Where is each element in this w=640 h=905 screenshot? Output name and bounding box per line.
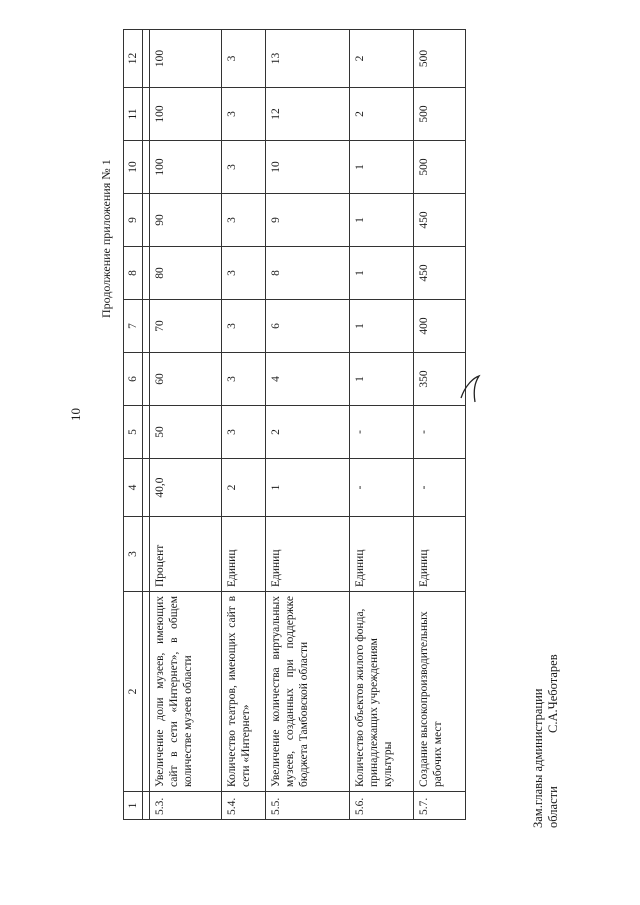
value-cell: - <box>414 459 466 517</box>
value-cell: 1 <box>350 353 414 406</box>
indicator-name: Увеличение количества виртуальных музеев, созданных при поддержке бюджета Тамбовской области <box>266 592 350 792</box>
value-cell: 1 <box>266 459 350 517</box>
value-cell: 350 <box>414 353 466 406</box>
value-cell: 100 <box>150 141 222 194</box>
indicator-name: Количество театров, имеющих сайт в сети «Интернет» <box>222 592 266 792</box>
value-cell: 2 <box>350 30 414 88</box>
unit-cell: Единиц <box>414 517 466 592</box>
row-number: 5.7. <box>414 792 466 820</box>
value-cell: 10 <box>266 141 350 194</box>
column-header: 6 <box>124 353 143 406</box>
value-cell: 100 <box>150 88 222 141</box>
value-cell: 1 <box>350 300 414 353</box>
row-number: 5.5. <box>266 792 350 820</box>
indicator-name: Увеличение доли музеев, имеющих сайт в сети «Интернет», в общем количестве музеев области <box>150 592 222 792</box>
value-cell: 80 <box>150 247 222 300</box>
handwritten-mark <box>455 368 495 408</box>
table-row <box>266 30 350 820</box>
value-cell: 3 <box>222 353 266 406</box>
value-cell: 13 <box>266 30 350 88</box>
column-header-row <box>124 30 143 820</box>
value-cell: 1 <box>350 141 414 194</box>
value-cell: 500 <box>414 30 466 88</box>
column-header: 1 <box>124 792 143 820</box>
value-cell: 2 <box>350 88 414 141</box>
column-header: 7 <box>124 300 143 353</box>
value-cell: 1 <box>350 194 414 247</box>
value-cell: 40,0 <box>150 459 222 517</box>
value-cell: 6 <box>266 300 350 353</box>
value-cell: 3 <box>222 194 266 247</box>
value-cell: - <box>414 406 466 459</box>
unit-cell: Единиц <box>266 517 350 592</box>
value-cell: 60 <box>150 353 222 406</box>
value-cell: 90 <box>150 194 222 247</box>
table-row <box>350 30 414 820</box>
column-header: 4 <box>124 459 143 517</box>
value-cell: 4 <box>266 353 350 406</box>
column-header: 2 <box>124 592 143 792</box>
signature-line-1: Зам.главы администрации <box>531 688 545 828</box>
indicator-table <box>123 29 466 820</box>
indicator-table-wrapper <box>123 30 466 820</box>
row-number: 5.3. <box>150 792 222 820</box>
value-cell: 3 <box>222 247 266 300</box>
value-cell: 450 <box>414 247 466 300</box>
table-row <box>150 30 222 820</box>
value-cell: 100 <box>150 30 222 88</box>
spacer-row <box>143 30 150 820</box>
value-cell: 500 <box>414 141 466 194</box>
indicator-name: Количество объектов жилого фонда, принадлежащих учреждениям культуры <box>350 592 414 792</box>
table-row <box>222 30 266 820</box>
value-cell: 2 <box>266 406 350 459</box>
value-cell: - <box>350 459 414 517</box>
continuation-title: Продолжение приложения № 1 <box>99 159 113 318</box>
value-cell: 50 <box>150 406 222 459</box>
value-cell: 12 <box>266 88 350 141</box>
column-header: 11 <box>124 88 143 141</box>
column-header: 12 <box>124 30 143 88</box>
value-cell: 500 <box>414 88 466 141</box>
value-cell: 1 <box>350 247 414 300</box>
signature-line-2-left: области <box>546 786 560 828</box>
indicator-name: Создание высокопроизводительных рабочих мест <box>414 592 466 792</box>
value-cell: 3 <box>222 88 266 141</box>
value-cell: 3 <box>222 141 266 194</box>
page-number: 10 <box>68 408 83 421</box>
value-cell: - <box>350 406 414 459</box>
value-cell: 450 <box>414 194 466 247</box>
row-number: 5.6. <box>350 792 414 820</box>
column-header: 3 <box>124 517 143 592</box>
column-header: 10 <box>124 141 143 194</box>
column-header: 5 <box>124 406 143 459</box>
value-cell: 2 <box>222 459 266 517</box>
value-cell: 8 <box>266 247 350 300</box>
table-row <box>414 30 466 820</box>
value-cell: 3 <box>222 406 266 459</box>
row-number: 5.4. <box>222 792 266 820</box>
signature-name: С.А.Чеботарев <box>546 654 560 733</box>
value-cell: 400 <box>414 300 466 353</box>
value-cell: 3 <box>222 30 266 88</box>
column-header: 8 <box>124 247 143 300</box>
unit-cell: Единиц <box>350 517 414 592</box>
value-cell: 3 <box>222 300 266 353</box>
value-cell: 70 <box>150 300 222 353</box>
unit-cell: Процент <box>150 517 222 592</box>
value-cell: 9 <box>266 194 350 247</box>
unit-cell: Единиц <box>222 517 266 592</box>
column-header: 9 <box>124 194 143 247</box>
